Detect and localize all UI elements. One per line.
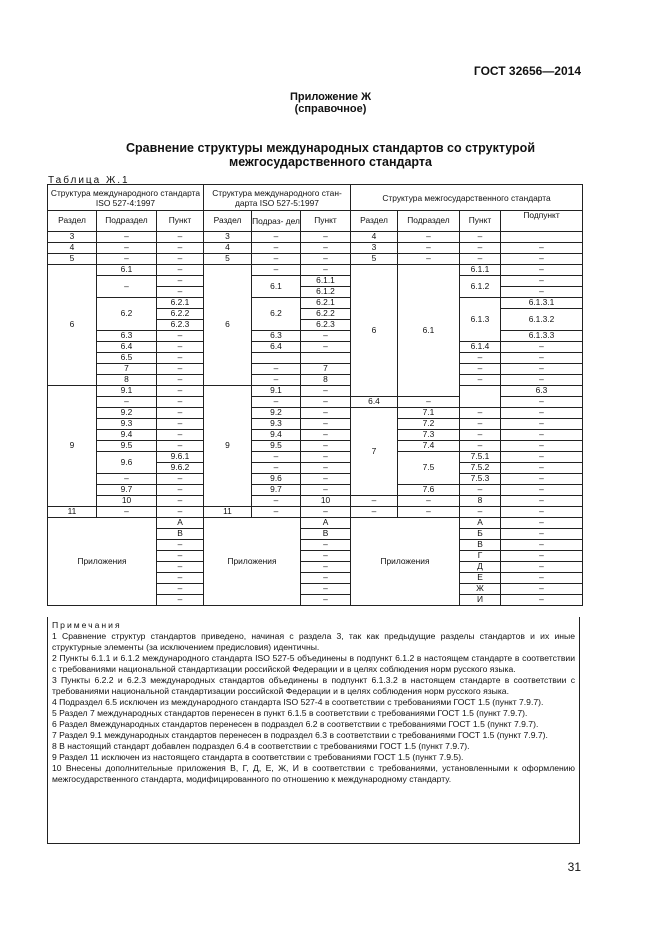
note-item: 8 В настоящий стандарт добавлен подраздел 6.4 в соответствии с требованиями ГОСТ 1.5 (пункт 7.9.7).	[52, 741, 470, 751]
cell: Д	[460, 562, 501, 573]
cell: 7.2	[398, 419, 460, 430]
cell: –	[157, 540, 204, 551]
col-header: Подраздел	[97, 211, 157, 232]
cell: И	[460, 595, 501, 606]
cell: 6.4	[252, 342, 301, 353]
col-header: Подраздел	[398, 211, 460, 232]
cell: 11	[48, 507, 97, 518]
cell: –	[252, 375, 301, 386]
cell: B	[157, 529, 204, 540]
cell: –	[252, 397, 301, 408]
cell: –	[252, 232, 301, 243]
cell: –	[501, 441, 583, 452]
cell: –	[157, 375, 204, 386]
cell: –	[157, 331, 204, 342]
note-item: 3 Пункты 6.2.2 и 6.2.3 международных стандартов объединены в подпункт 6.1.3.2 в настоящем стандарте в соответствии с требованиями национальной стандартизации российской Федерации и в целях соблюдения норм русского языка.	[52, 675, 575, 696]
cell: –	[501, 452, 583, 463]
cell: 7.5.3	[460, 474, 501, 485]
cell: 4	[204, 243, 252, 254]
col-header: Раздел	[204, 211, 252, 232]
cell: –	[501, 243, 583, 254]
cell: 7	[351, 408, 398, 496]
cell: 9	[204, 386, 252, 507]
cell: –	[97, 507, 157, 518]
cell: –	[301, 452, 351, 463]
note-item: 9 Раздел 11 исключен из настоящего стандарта в соответствии с требованиями ГОСТ 1.5 (пункт 7.9.5).	[52, 752, 464, 762]
cell: 6.2.1	[157, 298, 204, 309]
col-header: Пункт	[301, 211, 351, 232]
cell: –	[501, 408, 583, 419]
cell	[460, 386, 501, 408]
cell: А	[460, 518, 501, 529]
cell: –	[301, 551, 351, 562]
page-title-line: межгосударственного стандарта	[229, 155, 432, 169]
cell: –	[460, 419, 501, 430]
cell: –	[501, 496, 583, 507]
cell: –	[252, 364, 301, 375]
cell: –	[460, 441, 501, 452]
cell: –	[157, 584, 204, 595]
cell: –	[398, 496, 460, 507]
page-number: 31	[567, 860, 581, 874]
cell: –	[301, 595, 351, 606]
note-item: 2 Пункты 6.1.1 и 6.1.2 международного стандарта ISO 527-5 объединены в подпункт 6.1.2 в настоящем стандарте в соответствии с требованиями национальной стандартизации российской Федерации и в целях соблюдения норм русского языка.	[52, 653, 575, 674]
cell: 9.1	[252, 386, 301, 397]
comparison-table	[47, 184, 583, 606]
cell: –	[301, 254, 351, 265]
cell: 10	[301, 496, 351, 507]
cell: –	[501, 485, 583, 496]
cell: 6.4	[97, 342, 157, 353]
cell: –	[157, 485, 204, 496]
cell: 5	[48, 254, 97, 265]
cell: –	[157, 265, 204, 276]
note-item: 7 Раздел 9.1 международных стандартов перенесен в подраздел 6.3 в соответствии с требованиями ГОСТ 1.5 (пункт 7.9.7).	[52, 730, 548, 740]
note-item: 10 Внесены дополнительные приложения В, Г, Д, Е, Ж, И в соответствии с требованиями, установленными к оформлению межгосударственного стандарта, модифицированного по отношению к международному стандарту.	[52, 763, 575, 784]
cell: 7.5.1	[460, 452, 501, 463]
cell: 6.1.3.1	[501, 298, 583, 309]
cell: –	[157, 595, 204, 606]
cell: 9.7	[252, 485, 301, 496]
cell: –	[97, 474, 157, 485]
cell: 6	[351, 265, 398, 397]
cell: –	[501, 254, 583, 265]
cell: 6.2.1	[301, 298, 351, 309]
cell: 7	[301, 364, 351, 375]
notes-heading: Примечания	[52, 620, 122, 630]
cell: –	[301, 463, 351, 474]
cell: 7.4	[398, 441, 460, 452]
header-iso527-5: Структура международного стан- дарта ISO 527-5:1997	[204, 185, 351, 211]
cell: –	[460, 375, 501, 386]
cell: 9.6	[97, 452, 157, 474]
cell: 6.1	[252, 276, 301, 298]
cell: –	[301, 584, 351, 595]
cell: –	[252, 265, 301, 276]
cell: 3	[48, 232, 97, 243]
appendices-cell: Приложения	[48, 518, 157, 606]
cell: –	[301, 386, 351, 397]
cell: Б	[460, 529, 501, 540]
cell: 9.3	[97, 419, 157, 430]
cell: –	[501, 342, 583, 353]
cell: –	[301, 397, 351, 408]
cell: 9.4	[252, 430, 301, 441]
cell: 9.3	[252, 419, 301, 430]
cell: –	[501, 353, 583, 364]
cell: –	[398, 507, 460, 518]
cell: –	[301, 232, 351, 243]
cell: 7.5	[398, 452, 460, 485]
cell: В	[460, 540, 501, 551]
cell: 11	[204, 507, 252, 518]
cell: –	[398, 232, 460, 243]
cell: –	[157, 342, 204, 353]
cell: –	[301, 342, 351, 353]
cell: 6.5	[97, 353, 157, 364]
cell: 6.1.2	[301, 287, 351, 298]
cell: 9.6.2	[157, 463, 204, 474]
cell: –	[301, 430, 351, 441]
cell: 8	[97, 375, 157, 386]
cell: 6	[204, 265, 252, 386]
col-header: Раздел	[351, 211, 398, 232]
cell: 6.3	[501, 386, 583, 397]
cell: 6.1	[97, 265, 157, 276]
cell: –	[501, 364, 583, 375]
note-item: 4 Подраздел 6.5 исключен из международного стандарта ISO 527-4 в соответствии с требованиями ГОСТ 1.5 (пункт 7.9.7).	[52, 697, 544, 707]
cell: 6.2.2	[301, 309, 351, 320]
cell: –	[252, 507, 301, 518]
cell: –	[157, 386, 204, 397]
cell: –	[157, 474, 204, 485]
cell: –	[97, 397, 157, 408]
cell: –	[252, 452, 301, 463]
cell: 6.2	[252, 298, 301, 331]
cell: 6	[48, 265, 97, 386]
cell: –	[157, 562, 204, 573]
cell: –	[301, 485, 351, 496]
cell: –	[252, 463, 301, 474]
cell: 9	[48, 386, 97, 507]
cell: –	[157, 243, 204, 254]
cell: –	[460, 485, 501, 496]
cell: 6.2	[97, 298, 157, 331]
cell: –	[501, 507, 583, 518]
cell: 5	[204, 254, 252, 265]
cell: 4	[351, 232, 398, 243]
col-header: Пункт	[460, 211, 501, 232]
cell: 9.6	[252, 474, 301, 485]
cell: –	[460, 507, 501, 518]
cell: –	[157, 353, 204, 364]
cell: 8	[460, 496, 501, 507]
cell: –	[157, 397, 204, 408]
page-title-line: Сравнение структуры международных стандартов со структурой	[125, 141, 535, 155]
appendix-subtitle: (справочное)	[294, 103, 367, 115]
cell: –	[351, 496, 398, 507]
cell: 6.2.3	[301, 320, 351, 331]
cell: –	[460, 254, 501, 265]
table-label: Таблица Ж.1	[48, 175, 130, 186]
cell: –	[157, 232, 204, 243]
cell: –	[157, 551, 204, 562]
col-header: Пункт	[157, 211, 204, 232]
cell: A	[157, 518, 204, 529]
cell: –	[301, 562, 351, 573]
cell: 7.5.2	[460, 463, 501, 474]
appendix-title: Приложение Ж	[289, 91, 372, 103]
cell: –	[460, 364, 501, 375]
cell: 9.5	[252, 441, 301, 452]
cell: –	[157, 419, 204, 430]
cell: 6.1.1	[460, 265, 501, 276]
cell: 6.1.1	[301, 276, 351, 287]
cell: A	[301, 518, 351, 529]
cell: –	[501, 265, 583, 276]
col-header: Раздел	[48, 211, 97, 232]
cell: –	[501, 584, 583, 595]
cell: –	[301, 540, 351, 551]
cell: –	[157, 573, 204, 584]
cell: –	[97, 276, 157, 298]
notes-box	[47, 617, 580, 844]
cell: 7.3	[398, 430, 460, 441]
cell: –	[398, 254, 460, 265]
cell: –	[157, 364, 204, 375]
cell: 7	[97, 364, 157, 375]
cell: 9.1	[97, 386, 157, 397]
cell: –	[501, 551, 583, 562]
header-gost: Структура межгосударственного стандарта	[351, 185, 583, 211]
cell: –	[301, 331, 351, 342]
cell: –	[157, 408, 204, 419]
cell: 9.5	[97, 441, 157, 452]
appendices-cell: Приложения	[351, 518, 460, 606]
cell: –	[301, 441, 351, 452]
cell: –	[301, 243, 351, 254]
cell: 6.3	[252, 331, 301, 342]
cell: –	[157, 430, 204, 441]
cell: –	[501, 375, 583, 386]
cell: 9.4	[97, 430, 157, 441]
cell: –	[301, 408, 351, 419]
cell: 6.1	[398, 265, 460, 397]
cell: 3	[204, 232, 252, 243]
note-item: 5 Раздел 7 международных стандартов перенесен в пункт 6.1.5 в соответствии с требованиями ГОСТ 1.5 (пункт 7.9.7).	[52, 708, 528, 718]
cell: 6.2.3	[157, 320, 204, 331]
cell: –	[252, 496, 301, 507]
cell: 9.2	[252, 408, 301, 419]
cell: 6.1.3.3	[501, 331, 583, 342]
cell: –	[460, 243, 501, 254]
cell: –	[501, 540, 583, 551]
cell: –	[501, 573, 583, 584]
cell: –	[157, 276, 204, 287]
cell: –	[501, 562, 583, 573]
cell: –	[252, 254, 301, 265]
appendices-cell: Приложения	[204, 518, 301, 606]
cell: –	[157, 496, 204, 507]
cell: 6.1.3.2	[501, 309, 583, 331]
cell: 8	[301, 375, 351, 386]
cell: 7.1	[398, 408, 460, 419]
cell: 6.1.3	[460, 298, 501, 342]
cell: –	[501, 287, 583, 298]
note-item: 6 Раздел 8международных стандартов перенесен в подраздел 6.2 в соответствии с требованиями ГОСТ 1.5 (пункт 7.9.7).	[52, 719, 539, 729]
cell: Г	[460, 551, 501, 562]
cell: 9.2	[97, 408, 157, 419]
cell: –	[157, 507, 204, 518]
cell: Е	[460, 573, 501, 584]
cell: –	[501, 518, 583, 529]
cell: 6.1.4	[460, 342, 501, 353]
cell: –	[460, 408, 501, 419]
cell: Ж	[460, 584, 501, 595]
cell: 10	[97, 496, 157, 507]
cell: –	[501, 419, 583, 430]
cell: –	[301, 573, 351, 584]
cell: 9.6.1	[157, 452, 204, 463]
cell	[501, 232, 583, 243]
cell: 7.6	[398, 485, 460, 496]
cell: –	[501, 397, 583, 408]
cell: –	[97, 243, 157, 254]
cell: B	[301, 529, 351, 540]
cell: 6.1.2	[460, 276, 501, 298]
col-header: Подпункт	[501, 211, 583, 232]
cell: 4	[48, 243, 97, 254]
cell: 6.2.2	[157, 309, 204, 320]
cell: –	[501, 595, 583, 606]
cell: –	[252, 243, 301, 254]
cell: –	[398, 243, 460, 254]
cell: –	[501, 474, 583, 485]
cell: 6.4	[351, 397, 398, 408]
cell	[252, 353, 301, 364]
cell: –	[501, 463, 583, 474]
cell: 9.7	[97, 485, 157, 496]
col-header: Подраз- дел	[252, 211, 301, 232]
cell: –	[97, 232, 157, 243]
cell: –	[301, 419, 351, 430]
cell: –	[157, 254, 204, 265]
cell: –	[501, 276, 583, 287]
cell: –	[301, 474, 351, 485]
cell: –	[157, 287, 204, 298]
note-item: 1 Сравнение структур стандартов приведено, начиная с раздела 3, так как предыдущие разделы стандартов и их иные структурные элементы (за исключением предисловия) идентичны.	[52, 631, 575, 652]
cell: –	[301, 507, 351, 518]
cell: –	[460, 353, 501, 364]
cell: 3	[351, 243, 398, 254]
cell: –	[301, 265, 351, 276]
cell: –	[501, 529, 583, 540]
page-title	[0, 141, 661, 169]
cell: 5	[351, 254, 398, 265]
cell: –	[398, 397, 460, 408]
cell	[301, 353, 351, 364]
cell: –	[460, 430, 501, 441]
cell: –	[97, 254, 157, 265]
cell: –	[351, 507, 398, 518]
document-code: ГОСТ 32656—2014	[473, 64, 581, 78]
header-iso527-4: Структура международного стандарта ISO 527-4:1997	[48, 185, 204, 211]
cell: 6.3	[97, 331, 157, 342]
cell: –	[157, 441, 204, 452]
cell: –	[460, 232, 501, 243]
cell: –	[501, 430, 583, 441]
